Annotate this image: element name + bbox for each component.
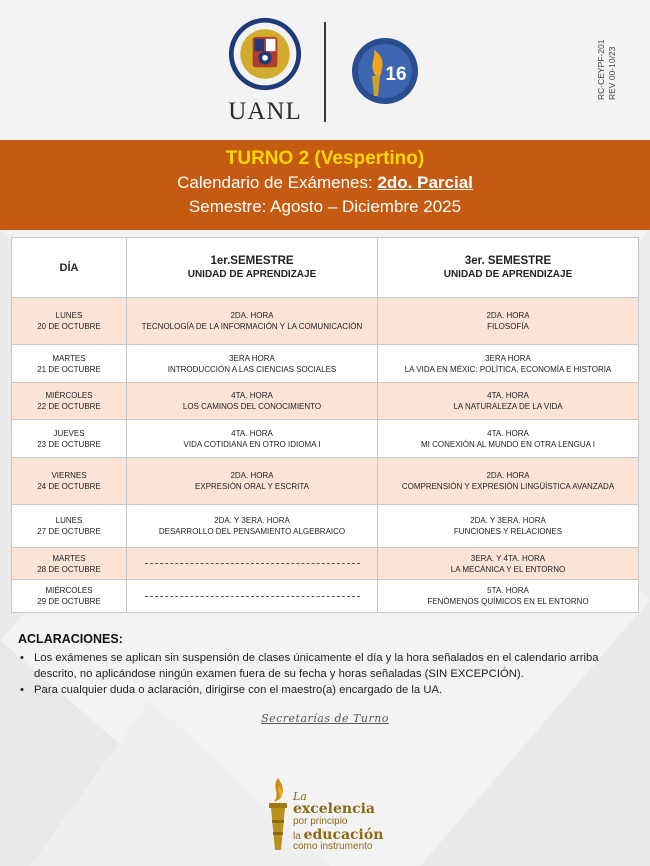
- day-date: 21 DE OCTUBRE: [37, 364, 101, 374]
- exam-subject: LA VIDA EN MÉXIC: POLÍTICA, ECONOMÍA E HISTORIA: [404, 364, 612, 374]
- exam-hour: 5TA. HORA: [487, 586, 529, 595]
- exam-subject: LA NATURALEZA DE LA VIDA: [453, 402, 563, 411]
- semester-1-cell: [127, 420, 378, 458]
- semester-3-cell: [378, 420, 639, 458]
- semester-3-cell: [378, 548, 639, 580]
- signature-line: Secretarías de Turno: [261, 712, 389, 725]
- day-name: LUNES: [55, 516, 83, 525]
- calendar-subtitle-prefix: Calendario de Exámenes:: [177, 173, 378, 192]
- page-header: [0, 0, 650, 140]
- semester-3-cell: [378, 345, 639, 383]
- table-row: [12, 420, 639, 458]
- semester-3-cell: [378, 580, 639, 613]
- motto-line-4-prefix: la: [293, 831, 304, 842]
- list-item: • Los exámenes se aplican sin suspensión de clases únicamente el día y la hora señalados en el calendario arriba descrito, no aplicándose ningún examen fuera de su fecha y horas señaladas (SIN EXCEPCIÓN).: [18, 650, 618, 682]
- semester-3-cell: [378, 458, 639, 505]
- exam-hour: 4TA. HORA: [231, 391, 273, 400]
- exam-subject: VIDA COTIDIANA EN OTRO IDIOMA I: [183, 439, 321, 449]
- semester-1-cell-empty: [127, 580, 378, 613]
- header-semester-1-title: 1er.SEMESTRE: [210, 255, 294, 267]
- table-row: [12, 458, 639, 505]
- day-name: LUNES: [55, 311, 83, 320]
- prepa-seal-logo: [350, 36, 420, 106]
- table-row: [12, 383, 639, 420]
- day-name: VIERNES: [51, 471, 87, 480]
- uanl-seal-logo: [227, 16, 303, 92]
- header-semester-3: [378, 238, 639, 298]
- exam-hour: 3ERA HORA: [229, 353, 275, 363]
- empty-slot-line: [145, 563, 360, 564]
- university-wordmark: UANL: [228, 98, 302, 125]
- clarifications-list: [18, 650, 618, 698]
- exam-hour: 4TA. HORA: [487, 428, 529, 438]
- exam-hour: 4TA. HORA: [487, 391, 529, 400]
- prepa-number: 16: [385, 64, 407, 85]
- header-divider: [324, 22, 326, 122]
- clarifications-title: ACLARACIONES:: [18, 632, 123, 646]
- document-code: RC-CEYPF-201 REV 00-10/23: [596, 39, 617, 100]
- motto-line-3: por principio: [293, 816, 348, 827]
- table-row: [12, 580, 639, 613]
- clarifications-section: [18, 632, 618, 698]
- day-name: JUEVES: [53, 428, 85, 438]
- table-header-row: [12, 238, 639, 298]
- semester-line: Semestre: Agosto – Diciembre 2025: [188, 197, 462, 216]
- torch-icon: [265, 776, 291, 852]
- exam-subject: TECNOLOGÍA DE LA INFORMACIÓN Y LA COMUNICACIÓN: [141, 322, 363, 331]
- header-semester-1-sub: UNIDAD DE APRENDIZAJE: [187, 269, 317, 280]
- semester-1-cell: [127, 345, 378, 383]
- list-item: • Para cualquier duda o aclaración, dirigirse con el maestro(a) encargado de la UA.: [18, 682, 618, 698]
- day-cell: [12, 458, 127, 505]
- day-date: 24 DE OCTUBRE: [37, 482, 101, 491]
- header-semester-1: [127, 238, 378, 298]
- header-semester-3-sub: UNIDAD DE APRENDIZAJE: [443, 269, 573, 280]
- motto-line-4-word: educación: [303, 827, 384, 843]
- day-cell: [12, 383, 127, 420]
- semester-3-cell: [378, 298, 639, 345]
- day-cell: [12, 580, 127, 613]
- exam-hour: 3ERA HORA: [485, 353, 531, 363]
- semester-3-cell: [378, 505, 639, 548]
- exam-hour: 2DA. HORA: [486, 311, 530, 320]
- day-name: MARTES: [52, 353, 86, 363]
- shift-title: TURNO 2 (Vespertino): [225, 148, 425, 169]
- semester-1-cell: [127, 298, 378, 345]
- semester-1-cell: [127, 505, 378, 548]
- day-cell: [12, 505, 127, 548]
- exam-subject: LA MECÁNICA Y EL ENTORNO: [450, 564, 566, 574]
- exam-hour: 2DA. Y 3ERA. HORA: [214, 516, 290, 525]
- day-date: 20 DE OCTUBRE: [37, 322, 101, 331]
- exam-hour: 2DA. HORA: [230, 471, 274, 480]
- motto-line-5: como instrumento: [293, 841, 373, 852]
- exam-subject: LOS CAMINOS DEL CONOCIMIENTO: [182, 402, 322, 411]
- day-cell: [12, 298, 127, 345]
- header-semester-3-title: 3er. SEMESTRE: [464, 255, 552, 267]
- exam-subject: EXPRESIÓN ORAL Y ESCRITA: [195, 482, 309, 491]
- semester-1-cell: [127, 458, 378, 505]
- header-day: DÍA: [12, 238, 127, 298]
- exam-subject: FUNCIONES Y RELACIONES: [453, 527, 563, 536]
- calendar-subtitle-highlight: 2do. Parcial: [377, 173, 473, 192]
- table-row: [12, 505, 639, 548]
- exam-subject: FENÓMENOS QUÍMICOS EN EL ENTORNO: [427, 597, 589, 606]
- exam-subject: COMPRENSIÓN Y EXPRESIÓN LINGÜÍSTICA AVANZADA: [401, 482, 615, 491]
- semester-1-cell-empty: [127, 548, 378, 580]
- day-date: 23 DE OCTUBRE: [37, 439, 101, 449]
- exam-hour: 3ERA. Y 4TA. HORA: [470, 553, 546, 563]
- day-cell: [12, 548, 127, 580]
- day-date: 22 DE OCTUBRE: [37, 402, 101, 411]
- motto-line-2: excelencia: [293, 801, 376, 817]
- exam-calendar-table: [11, 237, 639, 613]
- table-row: [12, 548, 639, 580]
- day-name: MARTES: [52, 553, 86, 563]
- exam-subject: DESARROLLO DEL PENSAMIENTO ALGEBRAICO: [158, 527, 346, 536]
- day-cell: [12, 420, 127, 458]
- day-name: MIÉRCOLES: [45, 586, 93, 595]
- calendar-subtitle: [0, 171, 650, 195]
- exam-hour: 4TA. HORA: [231, 428, 273, 438]
- exam-hour: 2DA. HORA: [486, 471, 530, 480]
- semester-1-cell: [127, 383, 378, 420]
- day-cell: [12, 345, 127, 383]
- motto-line-1: La: [293, 790, 307, 803]
- semester-3-cell: [378, 383, 639, 420]
- empty-slot-line: [145, 596, 360, 597]
- day-date: 27 DE OCTUBRE: [37, 527, 101, 536]
- exam-subject: MI CONEXIÓN AL MUNDO EN OTRA LENGUA I: [421, 439, 595, 449]
- exam-hour: 2DA. Y 3ERA. HORA: [470, 516, 546, 525]
- exam-subject: FILOSOFÍA: [487, 322, 529, 331]
- table-row: [12, 345, 639, 383]
- exam-hour: 2DA. HORA: [230, 311, 274, 320]
- day-name: MIÉRCOLES: [45, 391, 93, 400]
- day-date: 29 DE OCTUBRE: [37, 597, 101, 606]
- day-date: 28 DE OCTUBRE: [37, 564, 101, 574]
- table-row: [12, 298, 639, 345]
- title-banner: [0, 140, 650, 230]
- exam-subject: INTRODUCCIÓN A LAS CIENCIAS SOCIALES: [167, 364, 337, 374]
- motto: [293, 790, 383, 852]
